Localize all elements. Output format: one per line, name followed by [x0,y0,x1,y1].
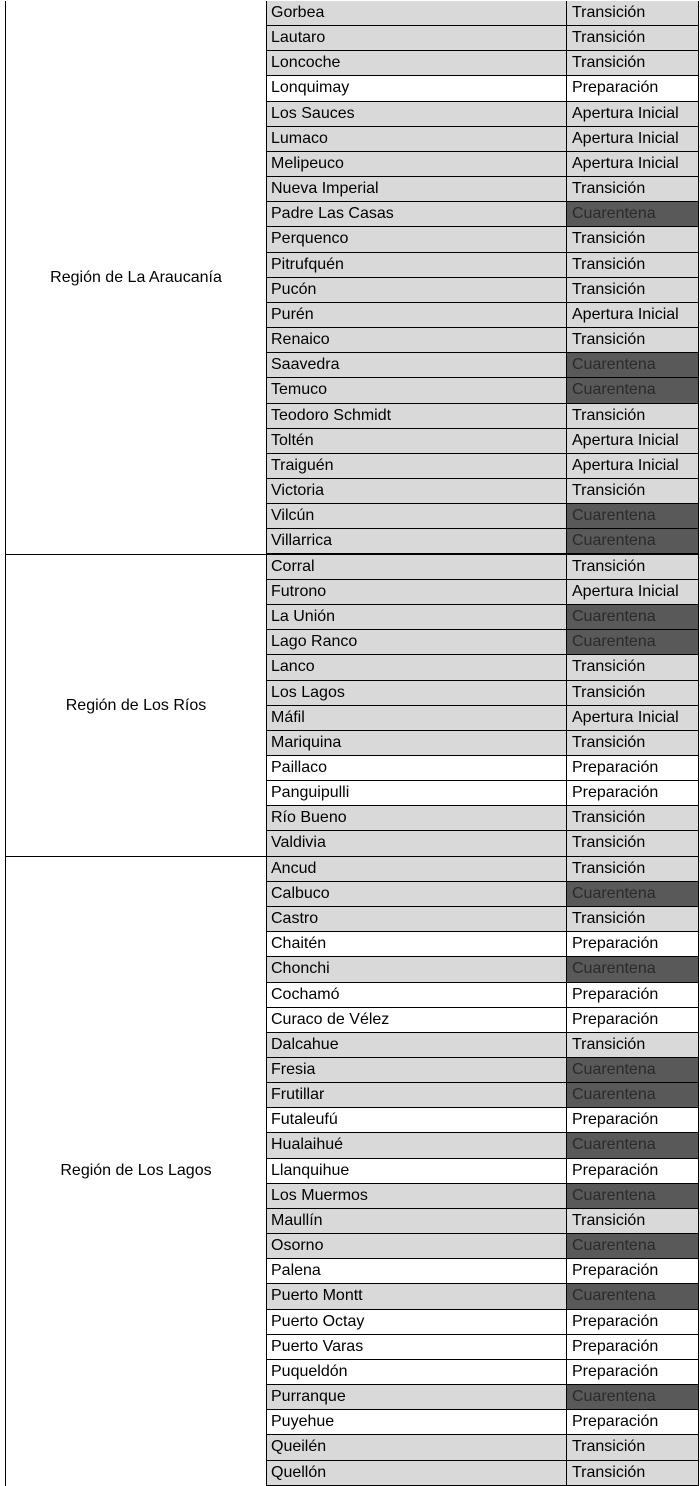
table-row [267,26,698,51]
comuna-cell: Fresia [267,1058,567,1082]
phase-cell: Transición [567,731,698,755]
table-row [267,655,698,680]
table-row [267,1335,698,1360]
phase-cell: Transición [567,1461,698,1485]
table-row [267,353,698,378]
comuna-cell: Puerto Octay [267,1310,567,1334]
comuna-cell: Paillaco [267,756,567,780]
table-row [267,857,698,882]
comuna-cell: Frutillar [267,1083,567,1107]
comuna-cell: Futaleufú [267,1108,567,1132]
phase-cell: Transición [567,26,698,50]
table-row [267,404,698,429]
comuna-cell: Corral [267,555,567,579]
table-row [267,152,698,177]
table-row [267,177,698,202]
table-row [267,1083,698,1108]
phase-cell: Apertura Inicial [567,152,698,176]
phase-cell: Transición [567,1209,698,1233]
phase-cell: Apertura Inicial [567,102,698,126]
table-row [267,127,698,152]
phase-cell: Cuarentena [567,378,698,402]
phase-cell: Apertura Inicial [567,303,698,327]
comuna-cell: Toltén [267,429,567,453]
phase-cell: Transición [567,479,698,503]
phase-cell: Apertura Inicial [567,706,698,730]
phase-cell: Apertura Inicial [567,454,698,478]
table-row [267,932,698,957]
phase-cell: Cuarentena [567,1184,698,1208]
comuna-cell: Renaico [267,328,567,352]
phase-cell: Preparación [572,1111,659,1129]
phase-cell: Preparación [572,935,659,953]
table-row [267,831,698,856]
phase-cell: Cuarentena [567,957,698,981]
region-name: Región de Los Lagos [6,857,267,1486]
table-row [267,1461,698,1486]
phase-cell: Preparación [572,1337,659,1355]
table-row [267,1284,698,1309]
comuna-cell: Llanquihue [267,1159,567,1183]
comuna-cell: Dalcahue [267,1033,567,1057]
comuna-cell: Curaco de Vélez [267,1008,567,1032]
phase-cell: Transición [567,51,698,75]
table-row [267,429,698,454]
comuna-cell: Puyehue [267,1410,567,1434]
comuna-cell: Vilcún [267,504,567,528]
comuna-cell: Melipeuco [267,152,567,176]
phase-cell: Preparación [572,1161,659,1179]
phase-cell: Transición [567,907,698,931]
phase-cell: Transición [567,655,698,679]
comuna-cell: Río Bueno [267,806,567,830]
region-name: Región de Los Ríos [6,555,267,857]
table-row [267,227,698,252]
table-row [267,882,698,907]
phase-cell: Cuarentena [567,1133,698,1157]
table-row [267,378,698,403]
comuna-rows [267,1,698,554]
comuna-cell: Hualaihué [267,1133,567,1157]
phase-cell: Preparación [572,1362,659,1380]
region-block [5,857,699,1486]
table-row [267,957,698,982]
comuna-cell: Purén [267,303,567,327]
phase-cell: Cuarentena [567,1385,698,1409]
comuna-cell: Máfil [267,706,567,730]
comuna-cell: Chaitén [267,932,567,956]
table-row [267,529,698,554]
phase-cell: Transición [567,831,698,855]
table-row [267,630,698,655]
comuna-cell: Chonchi [267,957,567,981]
region-block [5,555,699,857]
phase-cell: Cuarentena [567,202,698,226]
table-row [267,1410,698,1435]
table-row [267,1435,698,1460]
table-row [267,1234,698,1259]
table-row [267,1159,698,1184]
comuna-cell: Ancud [267,857,567,881]
comuna-cell: Futrono [267,580,567,604]
comuna-cell: Villarrica [267,529,567,553]
comuna-cell: Osorno [267,1234,567,1258]
phase-cell: Cuarentena [567,882,698,906]
comuna-cell: Padre Las Casas [267,202,567,226]
table-row [267,303,698,328]
table-row [267,1108,698,1133]
comuna-rows [267,857,698,1486]
phase-cell: Preparación [572,985,659,1003]
comuna-cell: Lonquimay [267,76,567,100]
phase-cell: Cuarentena [567,353,698,377]
table-row [267,102,698,127]
phase-cell: Apertura Inicial [567,580,698,604]
comuna-cell: Calbuco [267,882,567,906]
phase-cell: Cuarentena [567,1284,698,1308]
comuna-cell: Los Lagos [267,681,567,705]
phase-cell: Transición [567,227,698,251]
phase-cell: Transición [567,1033,698,1057]
table-row [267,907,698,932]
table-row [267,756,698,781]
comuna-cell: Los Sauces [267,102,567,126]
phase-cell: Transición [567,328,698,352]
comuna-cell: Teodoro Schmidt [267,404,567,428]
comuna-cell: Perquenco [267,227,567,251]
phase-cell: Cuarentena [567,504,698,528]
table-row [267,202,698,227]
table-row [267,1033,698,1058]
table-row [267,605,698,630]
table-row [267,706,698,731]
table-row [267,806,698,831]
phase-cell: Cuarentena [567,605,698,629]
comuna-cell: Palena [267,1259,567,1283]
phase-cell: Transición [567,806,698,830]
comuna-cell: Traiguén [267,454,567,478]
table-row [267,1360,698,1385]
comuna-cell: Lumaco [267,127,567,151]
table-row [267,1259,698,1284]
region-name: Región de La Araucanía [6,1,267,555]
table-row [267,479,698,504]
phase-cell: Preparación [572,1413,659,1431]
table-row [267,580,698,605]
phase-cell: Preparación [572,1262,659,1280]
phase-cell: Transición [567,177,698,201]
comuna-cell: Lago Ranco [267,630,567,654]
table-row [267,328,698,353]
phase-cell: Preparación [572,79,659,97]
phase-cell: Cuarentena [567,529,698,553]
phase-cell: Cuarentena [567,1058,698,1082]
comuna-cell: Mariquina [267,731,567,755]
comuna-cell: Gorbea [267,1,567,25]
comuna-cell: Lanco [267,655,567,679]
phase-cell: Transición [567,253,698,277]
table-row [267,555,698,580]
table-row [267,1184,698,1209]
comuna-cell: Purranque [267,1385,567,1409]
comuna-cell: Pucón [267,278,567,302]
comuna-cell: Puerto Montt [267,1284,567,1308]
comuna-cell: Panguipulli [267,781,567,805]
comuna-cell: Maullín [267,1209,567,1233]
table-row [267,681,698,706]
phase-cell: Preparación [572,1312,659,1330]
phase-cell: Apertura Inicial [567,429,698,453]
comuna-cell: Saavedra [267,353,567,377]
table-row [267,504,698,529]
comuna-cell: Quellón [267,1461,567,1485]
phase-cell: Preparación [572,1010,659,1028]
region-block [5,1,699,555]
phase-cell: Transición [567,681,698,705]
comuna-cell: Loncoche [267,51,567,75]
table-row [267,1,698,26]
comuna-rows [267,555,698,857]
comuna-cell: Victoria [267,479,567,503]
comuna-cell: Cochamó [267,983,567,1007]
table-row [267,454,698,479]
phase-cell: Apertura Inicial [567,127,698,151]
table-row [267,1385,698,1410]
phase-cell: Transición [567,404,698,428]
phase-cell: Transición [567,1435,698,1459]
table-row [267,51,698,76]
comuna-cell: Los Muermos [267,1184,567,1208]
phase-cell: Cuarentena [567,630,698,654]
table-row [267,731,698,756]
table-row [267,983,698,1008]
comuna-cell: Pitrufquén [267,253,567,277]
table-row [267,781,698,806]
comuna-cell: Nueva Imperial [267,177,567,201]
table-row [267,1209,698,1234]
comuna-cell: Queilén [267,1435,567,1459]
phase-cell: Cuarentena [567,1083,698,1107]
phase-cell: Transición [567,1,698,25]
comuna-cell: Castro [267,907,567,931]
table-row [267,1058,698,1083]
table-row [267,76,698,101]
phase-cell: Transición [567,278,698,302]
phase-cell: Transición [567,555,698,579]
comuna-cell: Valdivia [267,831,567,855]
comuna-cell: Temuco [267,378,567,402]
phase-cell: Preparación [572,758,659,776]
comuna-cell: La Unión [267,605,567,629]
table-row [267,1133,698,1158]
table-row [267,1008,698,1033]
comuna-cell: Lautaro [267,26,567,50]
table-row [267,253,698,278]
table-row [267,278,698,303]
comuna-cell: Puqueldón [267,1360,567,1384]
comuna-cell: Puerto Varas [267,1335,567,1359]
phase-cell: Cuarentena [567,1234,698,1258]
phase-cell: Transición [567,857,698,881]
phase-cell: Preparación [572,784,659,802]
table-row [267,1310,698,1335]
